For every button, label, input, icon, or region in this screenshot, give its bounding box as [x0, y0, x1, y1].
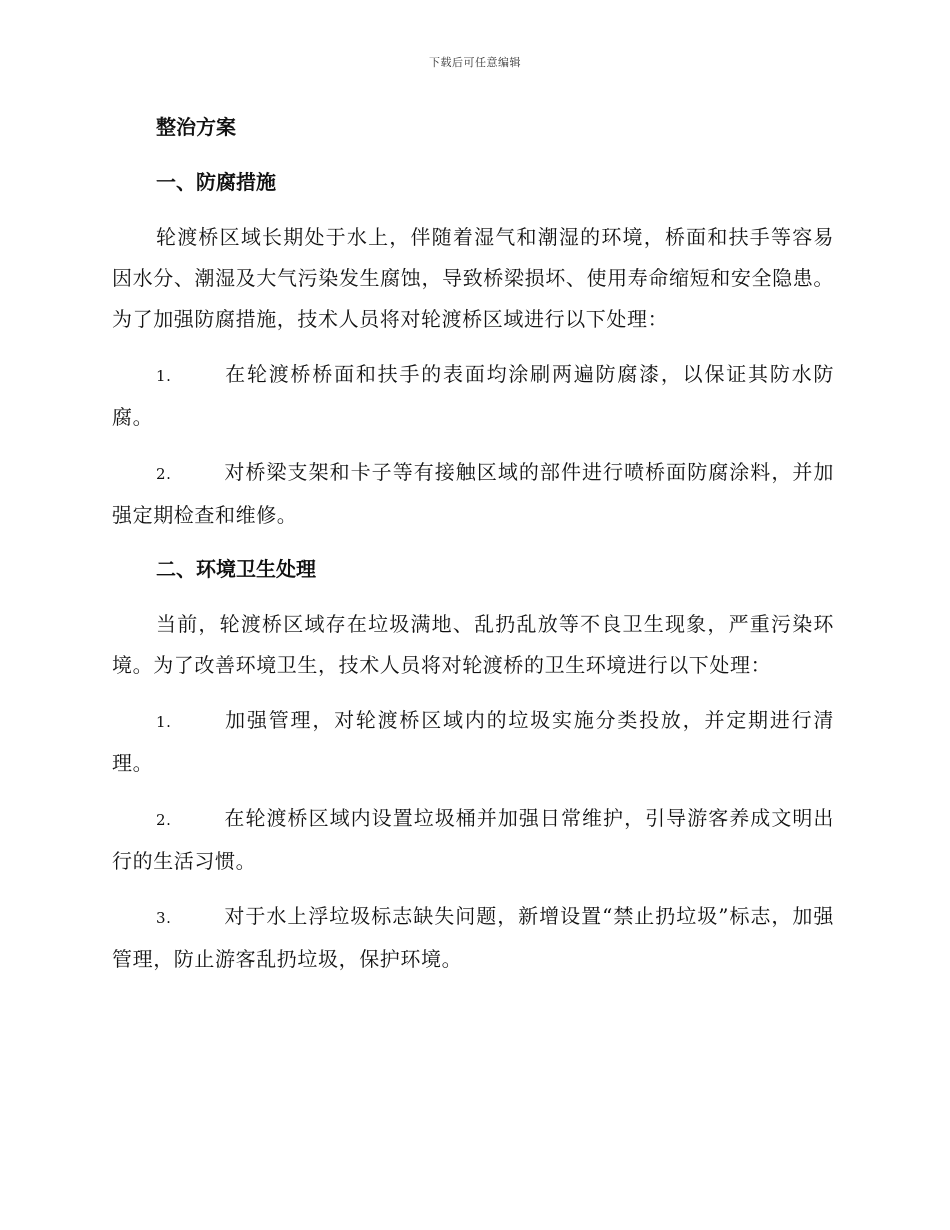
list-item-text: 对于水上浮垃圾标志缺失问题，新增设置“禁止扔垃圾”标志，加强管理，防止游客乱扔垃圾，保护环境。 — [112, 904, 834, 971]
list-item-text: 在轮渡桥区域内设置垃圾桶并加强日常维护，引导游客养成文明出行的生活习惯。 — [112, 806, 834, 873]
section-intro-paragraph: 轮渡桥区域长期处于水上，伴随着湿气和潮湿的环境，桥面和扶手等容易因水分、潮湿及大气污染发生腐蚀，导致桥梁损坏、使用寿命缩短和安全隐患。为了加强防腐措施，技术人员将对轮渡桥区域进行以下处理： — [112, 225, 834, 331]
document-body — [112, 108, 834, 994]
list-item — [112, 798, 834, 882]
list-item-text: 对桥梁支架和卡子等有接触区域的部件进行喷桥面防腐涂料，并加强定期检查和维修。 — [112, 460, 834, 527]
list-item-text: 加强管理，对轮渡桥区域内的垃圾实施分类投放，并定期进行清理。 — [112, 708, 834, 775]
list-item — [112, 452, 834, 536]
section-heading-sanitation: 二、环境卫生处理 — [156, 557, 316, 581]
document-title: 整治方案 — [156, 115, 236, 139]
section-intro-paragraph: 当前，轮渡桥区域存在垃圾满地、乱扔乱放等不良卫生现象，严重污染环境。为了改善环境卫生，技术人员将对轮渡桥的卫生环境进行以下处理： — [112, 612, 834, 677]
section-heading-anticorrosion: 一、防腐措施 — [156, 170, 276, 194]
list-item-number: 3. — [156, 909, 172, 927]
list-item — [112, 896, 834, 980]
list-item-number: 1. — [156, 367, 172, 385]
page-header: 下载后可任意编辑 — [429, 56, 521, 69]
list-item-text: 在轮渡桥桥面和扶手的表面均涂刷两遍防腐漆，以保证其防水防腐。 — [112, 362, 834, 429]
list-item-number: 2. — [156, 811, 172, 829]
list-item — [112, 354, 834, 438]
list-item-number: 1. — [156, 713, 172, 731]
list-item-number: 2. — [156, 465, 172, 483]
list-item — [112, 700, 834, 784]
